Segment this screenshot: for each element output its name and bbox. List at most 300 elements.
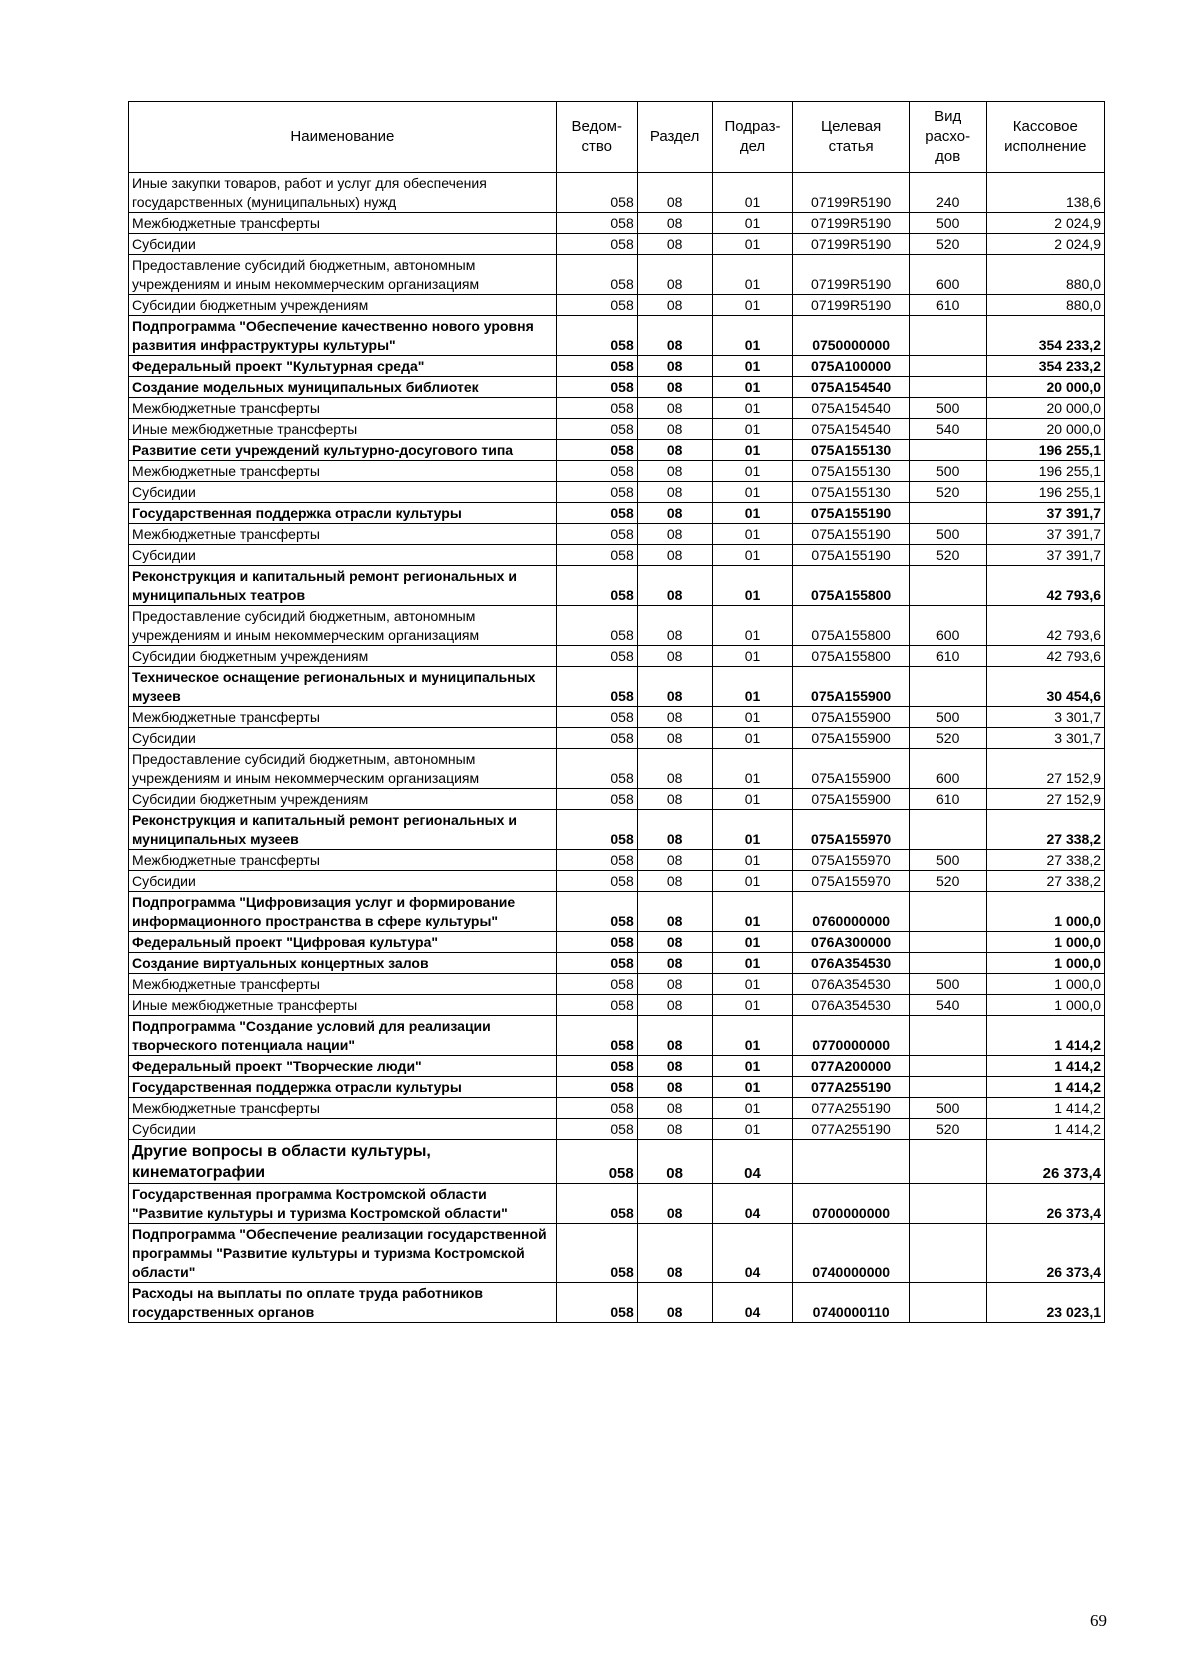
row-kassovoe-ispolnenie: 1 000,0: [986, 974, 1104, 995]
row-razdel: 08: [637, 1283, 712, 1323]
row-celevaya-statya: 075A155900: [793, 667, 909, 707]
header-podrazdel: Подраз-дел: [712, 102, 793, 173]
row-vedomstvo: 058: [556, 667, 637, 707]
row-celevaya-statya: 07199R5190: [793, 295, 909, 316]
row-vedomstvo: 058: [556, 503, 637, 524]
row-kassovoe-ispolnenie: 26 373,4: [986, 1224, 1104, 1283]
row-razdel: 08: [637, 1077, 712, 1098]
row-vedomstvo: 058: [556, 173, 637, 213]
table-row: [129, 1184, 1105, 1224]
table-row: [129, 728, 1105, 749]
row-razdel: 08: [637, 995, 712, 1016]
table-row: [129, 1224, 1105, 1283]
table-row: [129, 646, 1105, 667]
row-celevaya-statya: 07199R5190: [793, 255, 909, 295]
row-podrazdel: 01: [712, 316, 793, 356]
row-vedomstvo: 058: [556, 1184, 637, 1224]
row-celevaya-statya: 075A155970: [793, 871, 909, 892]
row-kassovoe-ispolnenie: 2 024,9: [986, 213, 1104, 234]
row-kassovoe-ispolnenie: 26 373,4: [986, 1140, 1104, 1184]
row-name: Техническое оснащение региональных и муниципальных музеев: [129, 667, 557, 707]
row-vedomstvo: 058: [556, 295, 637, 316]
row-vid-rashodov: [909, 953, 986, 974]
table-row: [129, 892, 1105, 932]
row-razdel: 08: [637, 461, 712, 482]
row-name: Другие вопросы в области культуры, кинематографии: [129, 1140, 557, 1184]
row-razdel: 08: [637, 356, 712, 377]
row-celevaya-statya: 075A155900: [793, 728, 909, 749]
table-row: [129, 871, 1105, 892]
row-vedomstvo: 058: [556, 1140, 637, 1184]
row-name: Межбюджетные трансферты: [129, 213, 557, 234]
row-kassovoe-ispolnenie: 37 391,7: [986, 524, 1104, 545]
row-kassovoe-ispolnenie: 27 338,2: [986, 871, 1104, 892]
row-podrazdel: 01: [712, 213, 793, 234]
row-vedomstvo: 058: [556, 545, 637, 566]
row-podrazdel: 01: [712, 255, 793, 295]
table-row: [129, 1119, 1105, 1140]
header-vid-rashodov: Вид расхо-дов: [909, 102, 986, 173]
row-celevaya-statya: 075A155190: [793, 524, 909, 545]
row-celevaya-statya: 075A155800: [793, 606, 909, 646]
row-kassovoe-ispolnenie: 27 338,2: [986, 810, 1104, 850]
header-razdel: Раздел: [637, 102, 712, 173]
row-name: Федеральный проект "Цифровая культура": [129, 932, 557, 953]
row-podrazdel: 01: [712, 440, 793, 461]
row-razdel: 08: [637, 440, 712, 461]
row-name: Создание виртуальных концертных залов: [129, 953, 557, 974]
row-razdel: 08: [637, 810, 712, 850]
row-vedomstvo: 058: [556, 728, 637, 749]
row-razdel: 08: [637, 524, 712, 545]
table-header: [129, 102, 1105, 173]
row-name: Межбюджетные трансферты: [129, 398, 557, 419]
row-kassovoe-ispolnenie: 1 000,0: [986, 892, 1104, 932]
row-vid-rashodov: 600: [909, 749, 986, 789]
row-kassovoe-ispolnenie: 354 233,2: [986, 316, 1104, 356]
row-celevaya-statya: 075A154540: [793, 419, 909, 440]
row-vedomstvo: 058: [556, 1016, 637, 1056]
row-vedomstvo: 058: [556, 1056, 637, 1077]
row-razdel: 08: [637, 316, 712, 356]
row-kassovoe-ispolnenie: 26 373,4: [986, 1184, 1104, 1224]
row-name: Развитие сети учреждений культурно-досугового типа: [129, 440, 557, 461]
table-row: [129, 810, 1105, 850]
row-podrazdel: 01: [712, 295, 793, 316]
row-name: Реконструкция и капитальный ремонт региональных и муниципальных музеев: [129, 810, 557, 850]
row-kassovoe-ispolnenie: 37 391,7: [986, 503, 1104, 524]
row-razdel: 08: [637, 566, 712, 606]
row-podrazdel: 04: [712, 1283, 793, 1323]
row-celevaya-statya: 077A255190: [793, 1119, 909, 1140]
table-row: [129, 461, 1105, 482]
row-vid-rashodov: [909, 503, 986, 524]
table-row: [129, 482, 1105, 503]
row-celevaya-statya: 075A155130: [793, 461, 909, 482]
row-celevaya-statya: 075A155130: [793, 482, 909, 503]
row-vedomstvo: 058: [556, 953, 637, 974]
row-podrazdel: 01: [712, 1077, 793, 1098]
row-razdel: 08: [637, 295, 712, 316]
row-vedomstvo: 058: [556, 213, 637, 234]
table-row: [129, 974, 1105, 995]
row-vedomstvo: 058: [556, 316, 637, 356]
row-razdel: 08: [637, 1224, 712, 1283]
row-razdel: 08: [637, 892, 712, 932]
table-row: [129, 1140, 1105, 1184]
table-row: [129, 932, 1105, 953]
row-celevaya-statya: 075A155900: [793, 789, 909, 810]
row-podrazdel: 01: [712, 419, 793, 440]
row-vedomstvo: 058: [556, 892, 637, 932]
row-podrazdel: 01: [712, 606, 793, 646]
row-vid-rashodov: 500: [909, 398, 986, 419]
table-row: [129, 953, 1105, 974]
row-razdel: 08: [637, 871, 712, 892]
row-name: Подпрограмма "Обеспечение реализации государственной программы "Развитие культуры и туризма Костромской области": [129, 1224, 557, 1283]
row-vid-rashodov: 500: [909, 524, 986, 545]
row-podrazdel: 01: [712, 892, 793, 932]
row-name: Межбюджетные трансферты: [129, 974, 557, 995]
row-podrazdel: 01: [712, 932, 793, 953]
row-vid-rashodov: [909, 810, 986, 850]
row-podrazdel: 01: [712, 461, 793, 482]
row-celevaya-statya: 075A155800: [793, 566, 909, 606]
row-kassovoe-ispolnenie: 138,6: [986, 173, 1104, 213]
header-celevaya-statya: Целевая статья: [793, 102, 909, 173]
row-vedomstvo: 058: [556, 749, 637, 789]
row-vid-rashodov: 540: [909, 419, 986, 440]
row-name: Реконструкция и капитальный ремонт региональных и муниципальных театров: [129, 566, 557, 606]
row-name: Субсидии: [129, 234, 557, 255]
row-podrazdel: 01: [712, 173, 793, 213]
row-vedomstvo: 058: [556, 1098, 637, 1119]
row-name: Субсидии: [129, 482, 557, 503]
row-kassovoe-ispolnenie: 2 024,9: [986, 234, 1104, 255]
row-kassovoe-ispolnenie: 23 023,1: [986, 1283, 1104, 1323]
row-podrazdel: 01: [712, 953, 793, 974]
row-razdel: 08: [637, 482, 712, 503]
header-name: Наименование: [129, 102, 557, 173]
row-celevaya-statya: 077A255190: [793, 1098, 909, 1119]
row-razdel: 08: [637, 974, 712, 995]
row-kassovoe-ispolnenie: 1 414,2: [986, 1077, 1104, 1098]
row-vedomstvo: 058: [556, 1077, 637, 1098]
row-kassovoe-ispolnenie: 42 793,6: [986, 566, 1104, 606]
row-razdel: 08: [637, 932, 712, 953]
row-vid-rashodov: [909, 1283, 986, 1323]
row-podrazdel: 01: [712, 1119, 793, 1140]
row-podrazdel: 01: [712, 810, 793, 850]
row-vid-rashodov: [909, 1016, 986, 1056]
row-name: Подпрограмма "Обеспечение качественно нового уровня развития инфраструктуры культуры": [129, 316, 557, 356]
row-vid-rashodov: 540: [909, 995, 986, 1016]
row-vid-rashodov: 520: [909, 234, 986, 255]
row-podrazdel: 01: [712, 707, 793, 728]
row-razdel: 08: [637, 173, 712, 213]
row-celevaya-statya: 075A100000: [793, 356, 909, 377]
row-razdel: 08: [637, 606, 712, 646]
row-podrazdel: 01: [712, 1016, 793, 1056]
row-razdel: 08: [637, 503, 712, 524]
row-podrazdel: 01: [712, 566, 793, 606]
row-name: Предоставление субсидий бюджетным, автономным учреждениям и иным некоммерческим организациям: [129, 606, 557, 646]
row-vedomstvo: 058: [556, 461, 637, 482]
row-vedomstvo: 058: [556, 1119, 637, 1140]
row-vid-rashodov: 500: [909, 461, 986, 482]
table-row: [129, 398, 1105, 419]
row-celevaya-statya: 077A200000: [793, 1056, 909, 1077]
row-podrazdel: 01: [712, 728, 793, 749]
row-vid-rashodov: [909, 356, 986, 377]
row-podrazdel: 01: [712, 503, 793, 524]
page-number: 69: [1090, 1611, 1107, 1630]
row-vid-rashodov: [909, 566, 986, 606]
row-celevaya-statya: 075A155800: [793, 646, 909, 667]
row-vid-rashodov: 600: [909, 255, 986, 295]
row-kassovoe-ispolnenie: 42 793,6: [986, 646, 1104, 667]
row-vedomstvo: 058: [556, 1224, 637, 1283]
row-vid-rashodov: 610: [909, 789, 986, 810]
row-razdel: 08: [637, 545, 712, 566]
row-vid-rashodov: 610: [909, 646, 986, 667]
row-vid-rashodov: [909, 1140, 986, 1184]
row-vid-rashodov: [909, 1184, 986, 1224]
row-name: Государственная поддержка отрасли культуры: [129, 503, 557, 524]
row-name: Подпрограмма "Цифровизация услуг и формирование информационного пространства в сфере культуры": [129, 892, 557, 932]
row-kassovoe-ispolnenie: 37 391,7: [986, 545, 1104, 566]
row-vedomstvo: 058: [556, 398, 637, 419]
row-vedomstvo: 058: [556, 810, 637, 850]
row-podrazdel: 01: [712, 482, 793, 503]
row-kassovoe-ispolnenie: 27 338,2: [986, 850, 1104, 871]
row-podrazdel: 01: [712, 789, 793, 810]
row-name: Иные межбюджетные трансферты: [129, 995, 557, 1016]
row-celevaya-statya: 076A354530: [793, 974, 909, 995]
table-row: [129, 377, 1105, 398]
row-name: Субсидии: [129, 545, 557, 566]
table-row: [129, 749, 1105, 789]
row-celevaya-statya: 0750000000: [793, 316, 909, 356]
row-razdel: 08: [637, 1098, 712, 1119]
row-name: Федеральный проект "Культурная среда": [129, 356, 557, 377]
row-vedomstvo: 058: [556, 419, 637, 440]
table-row: [129, 850, 1105, 871]
row-vid-rashodov: [909, 932, 986, 953]
row-vid-rashodov: [909, 377, 986, 398]
table-row: [129, 524, 1105, 545]
row-razdel: 08: [637, 377, 712, 398]
row-celevaya-statya: 0740000000: [793, 1224, 909, 1283]
row-vedomstvo: 058: [556, 566, 637, 606]
row-vid-rashodov: [909, 1077, 986, 1098]
table-row: [129, 1098, 1105, 1119]
row-name: Субсидии бюджетным учреждениям: [129, 789, 557, 810]
row-kassovoe-ispolnenie: 196 255,1: [986, 482, 1104, 503]
row-vid-rashodov: 610: [909, 295, 986, 316]
row-kassovoe-ispolnenie: 1 000,0: [986, 953, 1104, 974]
row-name: Государственная программа Костромской области "Развитие культуры и туризма Костромской области": [129, 1184, 557, 1224]
row-kassovoe-ispolnenie: 1 000,0: [986, 995, 1104, 1016]
row-celevaya-statya: 075A155900: [793, 707, 909, 728]
row-kassovoe-ispolnenie: 3 301,7: [986, 728, 1104, 749]
row-celevaya-statya: 075A154540: [793, 377, 909, 398]
row-podrazdel: 01: [712, 377, 793, 398]
row-celevaya-statya: [793, 1140, 909, 1184]
row-vedomstvo: 058: [556, 606, 637, 646]
row-vid-rashodov: 520: [909, 1119, 986, 1140]
table-row: [129, 173, 1105, 213]
row-razdel: 08: [637, 1056, 712, 1077]
row-vedomstvo: 058: [556, 707, 637, 728]
row-kassovoe-ispolnenie: 20 000,0: [986, 377, 1104, 398]
table-row: [129, 707, 1105, 728]
row-vid-rashodov: [909, 892, 986, 932]
row-name: Субсидии: [129, 871, 557, 892]
table-row: [129, 213, 1105, 234]
row-vid-rashodov: 500: [909, 707, 986, 728]
row-kassovoe-ispolnenie: 1 414,2: [986, 1098, 1104, 1119]
row-razdel: 08: [637, 255, 712, 295]
header-vedomstvo: Ведом-ство: [556, 102, 637, 173]
row-razdel: 08: [637, 728, 712, 749]
row-podrazdel: 01: [712, 667, 793, 707]
row-razdel: 08: [637, 667, 712, 707]
row-kassovoe-ispolnenie: 1 000,0: [986, 932, 1104, 953]
row-podrazdel: 01: [712, 871, 793, 892]
row-razdel: 08: [637, 234, 712, 255]
row-podrazdel: 04: [712, 1140, 793, 1184]
row-vedomstvo: 058: [556, 377, 637, 398]
row-celevaya-statya: 07199R5190: [793, 213, 909, 234]
row-vedomstvo: 058: [556, 1283, 637, 1323]
row-vedomstvo: 058: [556, 789, 637, 810]
table-row: [129, 1283, 1105, 1323]
table-row: [129, 440, 1105, 461]
header-kassovoe-ispolnenie: Кассовое исполнение: [986, 102, 1104, 173]
row-vedomstvo: 058: [556, 850, 637, 871]
row-razdel: 08: [637, 213, 712, 234]
row-kassovoe-ispolnenie: 880,0: [986, 295, 1104, 316]
row-celevaya-statya: 075A154540: [793, 398, 909, 419]
row-razdel: 08: [637, 398, 712, 419]
row-name: Межбюджетные трансферты: [129, 850, 557, 871]
row-kassovoe-ispolnenie: 196 255,1: [986, 461, 1104, 482]
row-name: Предоставление субсидий бюджетным, автономным учреждениям и иным некоммерческим организациям: [129, 255, 557, 295]
row-vedomstvo: 058: [556, 871, 637, 892]
row-celevaya-statya: 07199R5190: [793, 234, 909, 255]
row-podrazdel: 01: [712, 995, 793, 1016]
row-kassovoe-ispolnenie: 1 414,2: [986, 1056, 1104, 1077]
row-razdel: 08: [637, 1016, 712, 1056]
row-podrazdel: 01: [712, 1056, 793, 1077]
table-row: [129, 995, 1105, 1016]
table-row: [129, 356, 1105, 377]
row-vedomstvo: 058: [556, 646, 637, 667]
row-razdel: 08: [637, 1184, 712, 1224]
row-celevaya-statya: 07199R5190: [793, 173, 909, 213]
table-row: [129, 255, 1105, 295]
row-podrazdel: 01: [712, 1098, 793, 1119]
row-name: Расходы на выплаты по оплате труда работников государственных органов: [129, 1283, 557, 1323]
row-vid-rashodov: 500: [909, 850, 986, 871]
row-vid-rashodov: 600: [909, 606, 986, 646]
row-celevaya-statya: 075A155970: [793, 850, 909, 871]
row-razdel: 08: [637, 1119, 712, 1140]
row-vedomstvo: 058: [556, 482, 637, 503]
row-kassovoe-ispolnenie: 42 793,6: [986, 606, 1104, 646]
row-name: Межбюджетные трансферты: [129, 524, 557, 545]
table-row: [129, 1077, 1105, 1098]
table-row: [129, 566, 1105, 606]
row-vedomstvo: 058: [556, 255, 637, 295]
row-vid-rashodov: 500: [909, 1098, 986, 1119]
row-name: Иные закупки товаров, работ и услуг для обеспечения государственных (муниципальных) нужд: [129, 173, 557, 213]
row-podrazdel: 04: [712, 1224, 793, 1283]
row-vid-rashodov: [909, 1056, 986, 1077]
row-celevaya-statya: 0770000000: [793, 1016, 909, 1056]
row-podrazdel: 04: [712, 1184, 793, 1224]
row-podrazdel: 01: [712, 545, 793, 566]
table-row: [129, 295, 1105, 316]
table-row: [129, 419, 1105, 440]
table-body: [129, 173, 1105, 1323]
row-vedomstvo: 058: [556, 524, 637, 545]
row-celevaya-statya: 0740000110: [793, 1283, 909, 1323]
row-kassovoe-ispolnenie: 880,0: [986, 255, 1104, 295]
table-row: [129, 1056, 1105, 1077]
row-name: Предоставление субсидий бюджетным, автономным учреждениям и иным некоммерческим организациям: [129, 749, 557, 789]
row-vid-rashodov: 500: [909, 974, 986, 995]
row-vid-rashodov: 520: [909, 545, 986, 566]
header-row: [129, 102, 1105, 173]
row-podrazdel: 01: [712, 974, 793, 995]
row-celevaya-statya: 076A354530: [793, 953, 909, 974]
row-vedomstvo: 058: [556, 234, 637, 255]
table-row: [129, 1016, 1105, 1056]
table-row: [129, 316, 1105, 356]
row-razdel: 08: [637, 1140, 712, 1184]
row-name: Государственная поддержка отрасли культуры: [129, 1077, 557, 1098]
row-kassovoe-ispolnenie: 196 255,1: [986, 440, 1104, 461]
row-name: Межбюджетные трансферты: [129, 1098, 557, 1119]
row-kassovoe-ispolnenie: 1 414,2: [986, 1119, 1104, 1140]
row-celevaya-statya: 075A155190: [793, 503, 909, 524]
row-celevaya-statya: 0760000000: [793, 892, 909, 932]
row-name: Подпрограмма "Создание условий для реализации творческого потенциала нации": [129, 1016, 557, 1056]
row-vid-rashodov: [909, 316, 986, 356]
budget-table-sheet: [128, 101, 1105, 1323]
row-celevaya-statya: 075A155190: [793, 545, 909, 566]
table-row: [129, 545, 1105, 566]
table-row: [129, 503, 1105, 524]
row-name: Субсидии: [129, 728, 557, 749]
table-row: [129, 667, 1105, 707]
row-celevaya-statya: 0700000000: [793, 1184, 909, 1224]
row-kassovoe-ispolnenie: 27 152,9: [986, 749, 1104, 789]
row-name: Межбюджетные трансферты: [129, 461, 557, 482]
row-podrazdel: 01: [712, 524, 793, 545]
row-razdel: 08: [637, 646, 712, 667]
row-celevaya-statya: 075A155130: [793, 440, 909, 461]
row-podrazdel: 01: [712, 356, 793, 377]
row-vedomstvo: 058: [556, 440, 637, 461]
row-celevaya-statya: 077A255190: [793, 1077, 909, 1098]
row-vid-rashodov: 520: [909, 871, 986, 892]
row-vid-rashodov: 520: [909, 728, 986, 749]
row-name: Субсидии: [129, 1119, 557, 1140]
row-vid-rashodov: 500: [909, 213, 986, 234]
